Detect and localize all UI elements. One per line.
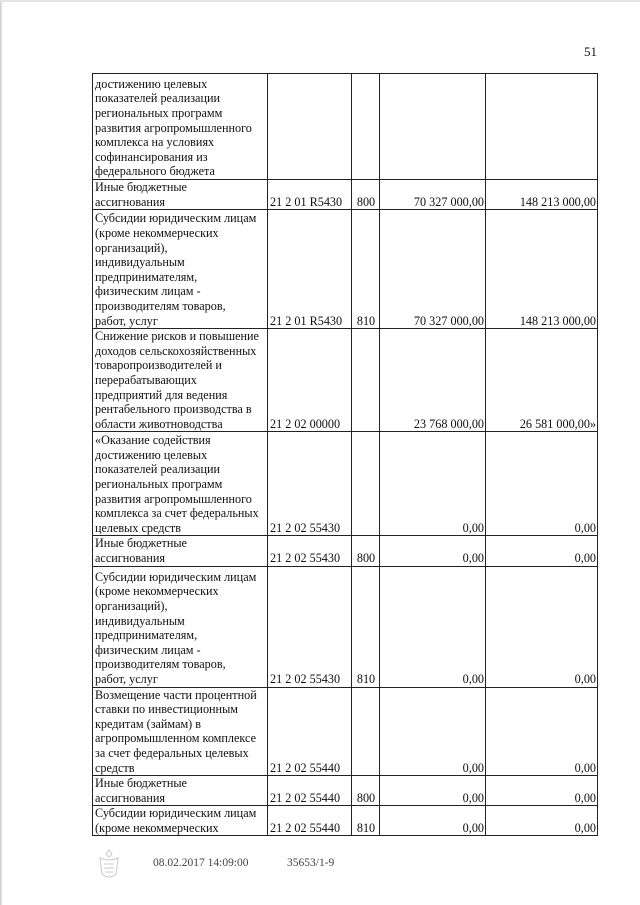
row-value-2018-cell: 148 213 000,00 [486, 180, 598, 210]
row-value-2017-cell: 0,00 [380, 432, 486, 536]
row-expense-type-cell [352, 329, 380, 432]
row-code-cell: 21 2 02 55440 [268, 687, 352, 776]
table-row [93, 687, 598, 776]
table-row [93, 329, 598, 432]
table-row [93, 74, 598, 180]
row-name-cell: Снижение рисков и повышение доходов сельскохозяйственных товаропроизводителей и перерабатывающих предприятий для ведения рентабельного производства в области животноводства [93, 329, 268, 432]
row-code-cell: 21 2 02 55430 [268, 536, 352, 566]
row-value-2018-cell: 0,00 [486, 806, 598, 836]
row-name-cell: Субсидии юридическим лицам (кроме некоммерческих [93, 806, 268, 836]
row-value-2017-cell: 70 327 000,00 [380, 210, 486, 329]
row-expense-type-cell: 810 [352, 566, 380, 687]
row-name-cell: Иные бюджетные ассигнования [93, 180, 268, 210]
row-expense-type-cell: 800 [352, 536, 380, 566]
row-value-2017-cell: 0,00 [380, 687, 486, 776]
table-row [93, 180, 598, 210]
row-name-cell: Иные бюджетные ассигнования [93, 536, 268, 566]
row-value-2017-cell: 0,00 [380, 566, 486, 687]
budget-table [92, 73, 598, 836]
coat-of-arms-seal [96, 848, 122, 882]
row-name-cell: Иные бюджетные ассигнования [93, 776, 268, 806]
footer-doc-number: 35653/1-9 [287, 857, 335, 869]
budget-table-body [93, 74, 598, 836]
row-code-cell: 21 2 02 55440 [268, 806, 352, 836]
row-code-cell: 21 2 01 R5430 [268, 180, 352, 210]
row-name-cell: Субсидии юридическим лицам (кроме некоммерческих организаций), индивидуальным предпринимателям, физическим лицам - производителям товаров, работ, услуг [93, 210, 268, 329]
row-expense-type-cell: 810 [352, 210, 380, 329]
row-code-cell [268, 74, 352, 180]
row-code-cell: 21 2 02 00000 [268, 329, 352, 432]
row-expense-type-cell: 810 [352, 806, 380, 836]
row-code-cell: 21 2 01 R5430 [268, 210, 352, 329]
scan-top-shadow [0, 0, 640, 2]
row-expense-type-cell [352, 432, 380, 536]
table-row [93, 806, 598, 836]
scan-edge-shadow [0, 0, 3, 905]
row-value-2017-cell [380, 74, 486, 180]
row-value-2018-cell: 0,00 [486, 687, 598, 776]
table-row [93, 776, 598, 806]
footer-date: 08.02.2017 14:09:00 [153, 857, 249, 869]
row-value-2018-cell: 0,00 [486, 536, 598, 566]
row-expense-type-cell [352, 687, 380, 776]
table-row [93, 210, 598, 329]
page-number: 51 [584, 44, 597, 59]
row-expense-type-cell [352, 74, 380, 180]
row-value-2018-cell [486, 74, 598, 180]
row-value-2018-cell: 0,00 [486, 432, 598, 536]
row-name-cell: «Оказание содействия достижению целевых показателей реализации региональных программ развития агропромышленного комплекса за счет федеральных целевых средств [93, 432, 268, 536]
table-row [93, 536, 598, 566]
row-value-2017-cell: 0,00 [380, 806, 486, 836]
table-row [93, 566, 598, 687]
row-expense-type-cell: 800 [352, 776, 380, 806]
row-value-2018-cell: 148 213 000,00 [486, 210, 598, 329]
row-code-cell: 21 2 02 55430 [268, 566, 352, 687]
row-value-2017-cell: 70 327 000,00 [380, 180, 486, 210]
row-code-cell: 21 2 02 55440 [268, 776, 352, 806]
row-code-cell: 21 2 02 55430 [268, 432, 352, 536]
row-value-2017-cell: 0,00 [380, 536, 486, 566]
table-row [93, 432, 598, 536]
row-value-2017-cell: 0,00 [380, 776, 486, 806]
row-value-2018-cell: 0,00 [486, 566, 598, 687]
row-name-cell: достижению целевых показателей реализации региональных программ развития агропромышленного комплекса на условиях софинансирования из федерального бюджета [93, 74, 268, 180]
row-value-2018-cell: 26 581 000,00» [486, 329, 598, 432]
row-name-cell: Возмещение части процентной ставки по инвестиционным кредитам (займам) в агропромышленном комплексе за счет федеральных целевых средств [93, 687, 268, 776]
row-name-cell: Субсидии юридическим лицам (кроме некоммерческих организаций), индивидуальным предпринимателям, физическим лицам - производителям товаров, работ, услуг [93, 566, 268, 687]
row-value-2017-cell: 23 768 000,00 [380, 329, 486, 432]
row-expense-type-cell: 800 [352, 180, 380, 210]
row-value-2018-cell: 0,00 [486, 776, 598, 806]
